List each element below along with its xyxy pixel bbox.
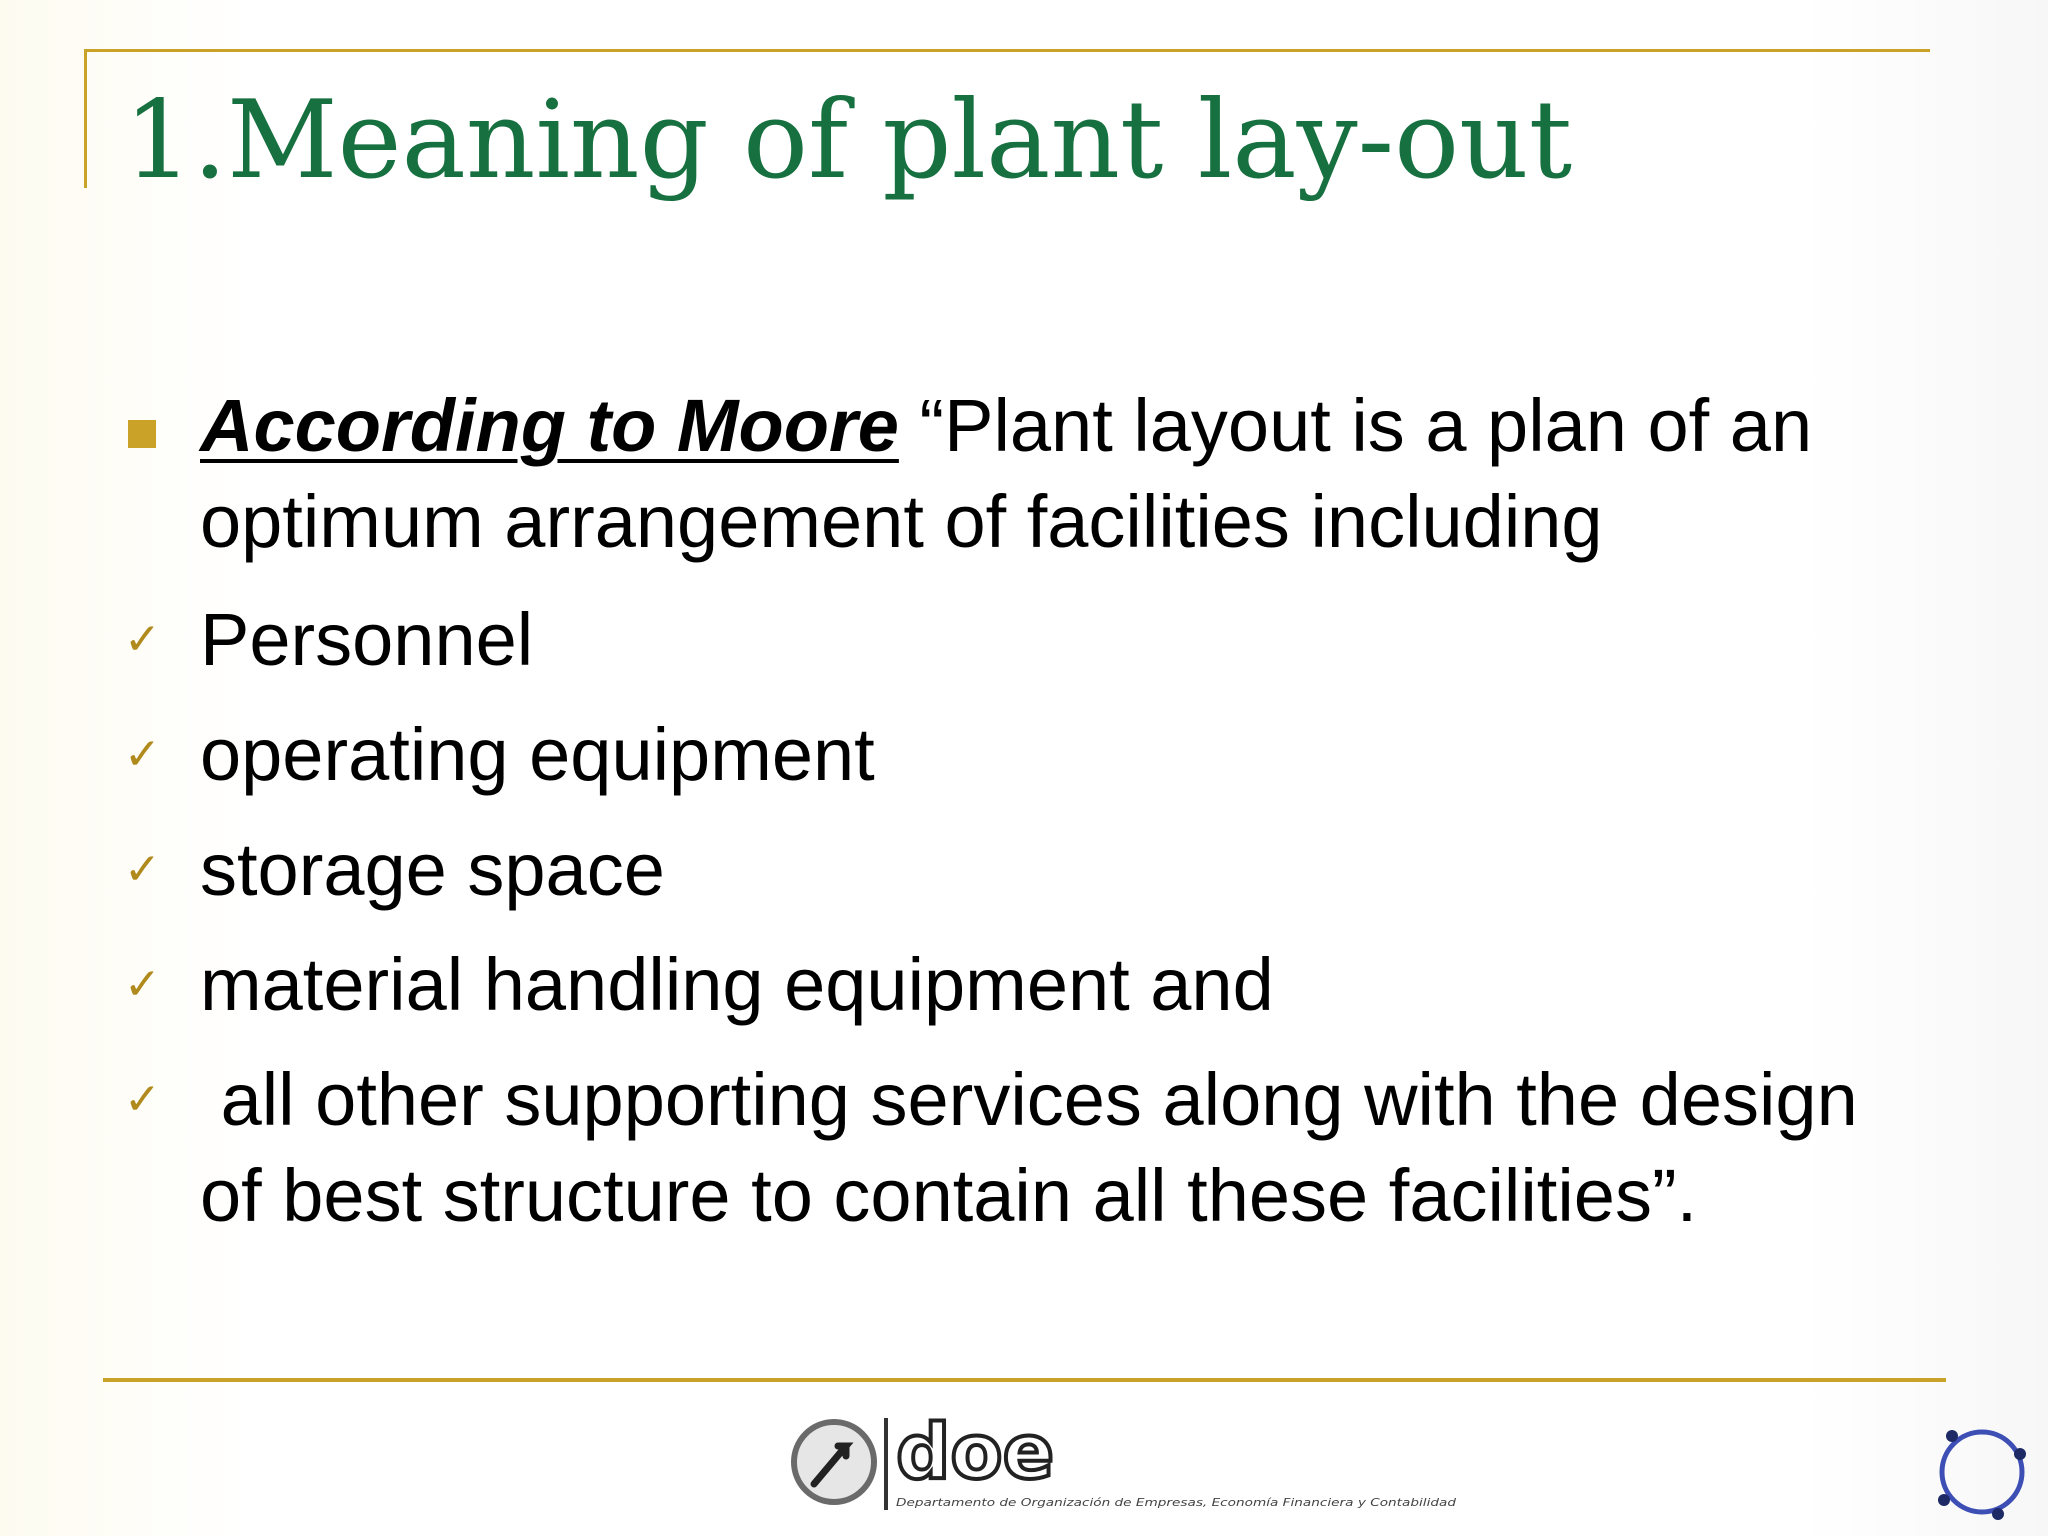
lead-item (120, 378, 1920, 570)
checkmark-icon: ✓ (124, 1074, 161, 1125)
checkmark-icon: ✓ (124, 729, 161, 780)
quote-source: According to Moore (200, 384, 899, 467)
circle-nodes-icon (1932, 1420, 2032, 1520)
checklist-item (120, 1052, 1920, 1244)
top-divider (84, 49, 1930, 52)
checklist-item-label: material handling equipment and (200, 943, 1274, 1026)
checkmark-icon: ✓ (124, 614, 161, 665)
checklist-item-label: storage space (200, 828, 665, 911)
checklist-item-label: all other supporting services along with the design of best structure to contain all these facilities”. (200, 1058, 1879, 1237)
bottom-divider (103, 1378, 1946, 1382)
checkmark-icon: ✓ (124, 844, 161, 895)
doe-logo (786, 1410, 1466, 1520)
checklist-item-label: Personnel (200, 598, 534, 681)
quote-text: “Plant layout is a plan of an optimum arrangement of facilities including (200, 384, 1813, 563)
square-bullet-icon (128, 420, 156, 448)
checklist-item (120, 937, 1920, 1033)
checklist-item (120, 707, 1920, 803)
checklist-item (120, 592, 1920, 688)
logo-wordmark: doe (896, 1410, 1055, 1496)
logo-tagline: Departamento de Organización de Empresas, Economía Financiera y Contabilidad (896, 1496, 1458, 1509)
slide-body (120, 378, 1920, 1263)
checklist-item-label: operating equipment (200, 713, 875, 796)
left-divider (84, 49, 87, 188)
slide-title: 1.Meaning of plant lay-out (124, 78, 1573, 203)
checklist-item (120, 822, 1920, 918)
checkmark-icon: ✓ (124, 959, 161, 1010)
